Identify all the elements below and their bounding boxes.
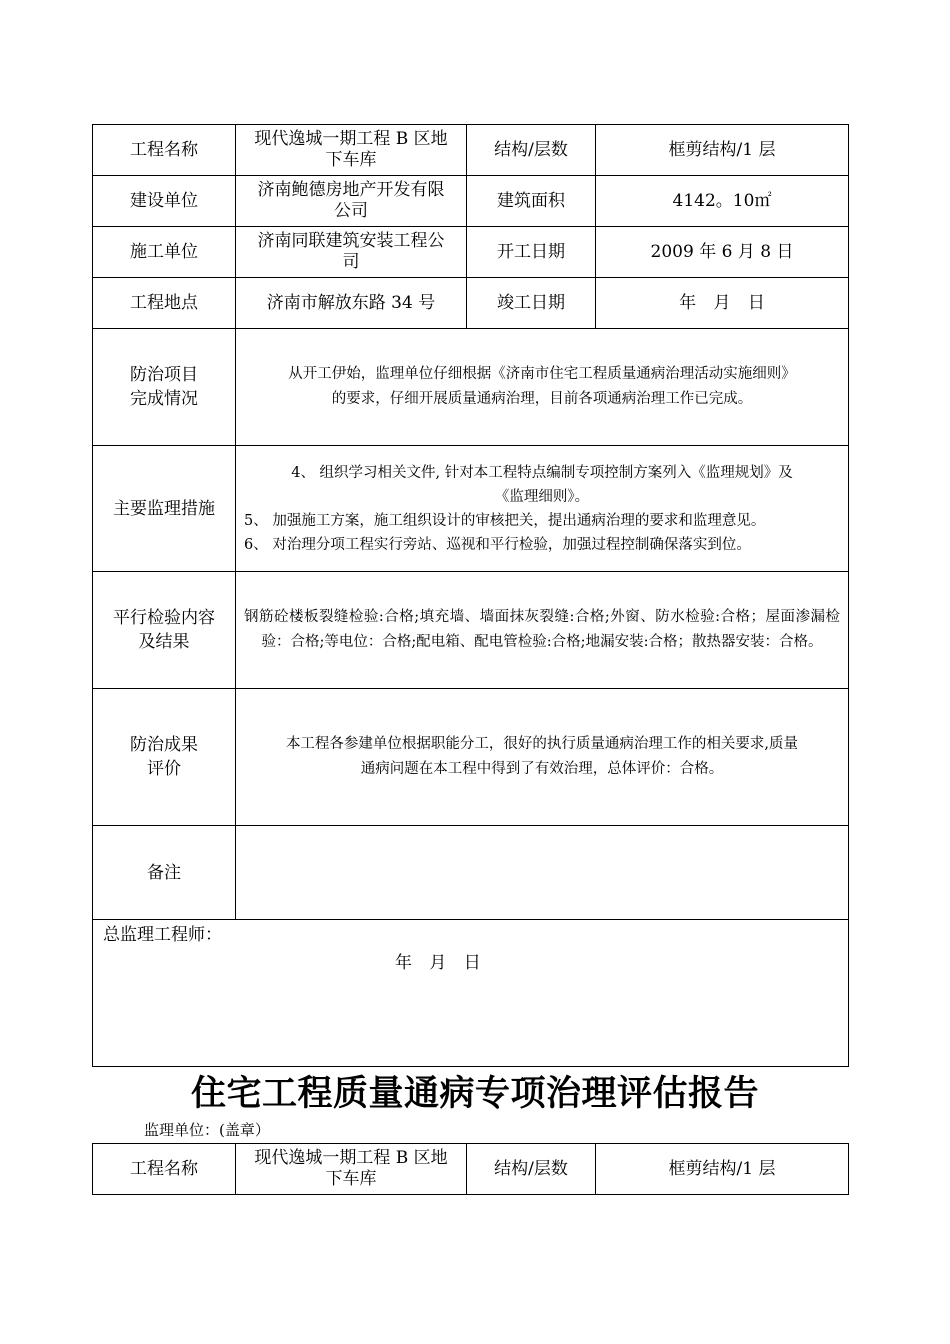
measure-item-4-line1: 4、 组织学习相关文件, 针对本工程特点编制专项控制方案列入《监理规划》及 [291,464,793,481]
contractor-label: 施工单位 [93,227,236,278]
start-date-value: 2009 年 6 月 8 日 [596,227,849,278]
row-project-name-2 [93,1144,849,1195]
row-contractor [93,227,849,278]
project-name-value-line1: 现代逸城一期工程 B 区地 [254,129,448,149]
evaluation-table [92,124,849,1067]
completion-date-label: 竣工日期 [467,278,596,329]
location-value: 济南市解放东路 34 号 [236,278,467,329]
location-label: 工程地点 [93,278,236,329]
report-title: 住宅工程质量通病专项治理评估报告 [190,1073,759,1114]
measure-item-6: 6、 对治理分项工程实行旁站、巡视和平行检验，加强过程控制确保落实到位。 [244,536,751,553]
inspection-label [93,572,236,689]
area-value: 4142。10㎡ [596,176,849,227]
prevention-label-line2: 完成情况 [130,389,198,409]
builder-value-line2: 公司 [334,201,368,221]
chief-engineer-date: 年 月 日 [395,953,481,973]
result-label-line1: 防治成果 [130,735,198,755]
contractor-value-line2: 司 [342,252,360,272]
builder-value-line1: 济南鲍德房地产开发有限 [257,180,445,200]
row-result [93,689,849,826]
row-prevention [93,329,849,446]
project-name-label: 工程名称 [93,125,236,176]
prevention-text-line1: 从开工伊始，监理单位仔细根据《济南市住宅工程质量通病治理活动实施细则》 [288,366,796,382]
measure-item-5: 5、 加强施工方案，施工组织设计的审核把关，提出通病治理的要求和监理意见。 [244,512,766,529]
report-info-table [92,1143,849,1195]
measures-list [236,446,849,572]
inspection-text: 钢筋砼楼板裂缝检验:合格;填充墙、墙面抹灰裂缝:合格;外窗、防水检验:合格；屋面渗漏检验：合格;等电位：合格;配电箱、配电管检验:合格;地漏安装:合格；散热器安装：合格。 [236,572,849,689]
result-text [236,689,849,826]
project-name-value-2 [236,1144,467,1195]
remarks-value [236,826,849,920]
result-text-line1: 本工程各参建单位根据职能分工，很好的执行质量通病治理工作的相关要求,质量 [285,736,799,752]
start-date-label: 开工日期 [467,227,596,278]
structure-label: 结构/层数 [467,125,596,176]
row-remarks [93,826,849,920]
supervisor-unit-label: 监理单位：(盖章） [144,1121,270,1139]
project-name-value-2-line2: 下车库 [325,1169,377,1189]
chief-engineer-label: 总监理工程师： [103,925,222,945]
row-location [93,278,849,329]
result-label [93,689,236,826]
remarks-label: 备注 [93,826,236,920]
area-label: 建筑面积 [467,176,596,227]
row-builder [93,176,849,227]
row-signature [93,920,849,1067]
prevention-text [236,329,849,446]
contractor-value [236,227,467,278]
project-name-value-line2: 下车库 [325,150,377,170]
project-name-value-2-line1: 现代逸城一期工程 B 区地 [254,1148,448,1168]
signature-cell [93,920,849,1067]
structure-value: 框剪结构/1 层 [596,125,849,176]
completion-date-value: 年 月 日 [596,278,849,329]
prevention-label-line1: 防治项目 [130,365,198,385]
structure-value-2: 框剪结构/1 层 [596,1144,849,1195]
project-name-label-2: 工程名称 [93,1144,236,1195]
structure-label-2: 结构/层数 [467,1144,596,1195]
result-label-line2: 评价 [147,759,181,779]
contractor-value-line1: 济南同联建筑安装工程公 [257,231,445,251]
row-inspection [93,572,849,689]
prevention-text-line2: 的要求，仔细开展质量通病治理，目前各项通病治理工作已完成。 [331,391,753,407]
measures-label: 主要监理措施 [93,446,236,572]
row-project-name [93,125,849,176]
builder-value [236,176,467,227]
prevention-label [93,329,236,446]
result-text-line2: 通病问题在本工程中得到了有效治理，总体评价：合格。 [360,761,724,777]
measure-item-4-line2: 《监理细则》。 [494,488,590,505]
inspection-label-line1: 平行检验内容 [113,608,215,628]
inspection-label-line2: 及结果 [138,632,190,652]
project-name-value [236,125,467,176]
builder-label: 建设单位 [93,176,236,227]
row-measures [93,446,849,572]
